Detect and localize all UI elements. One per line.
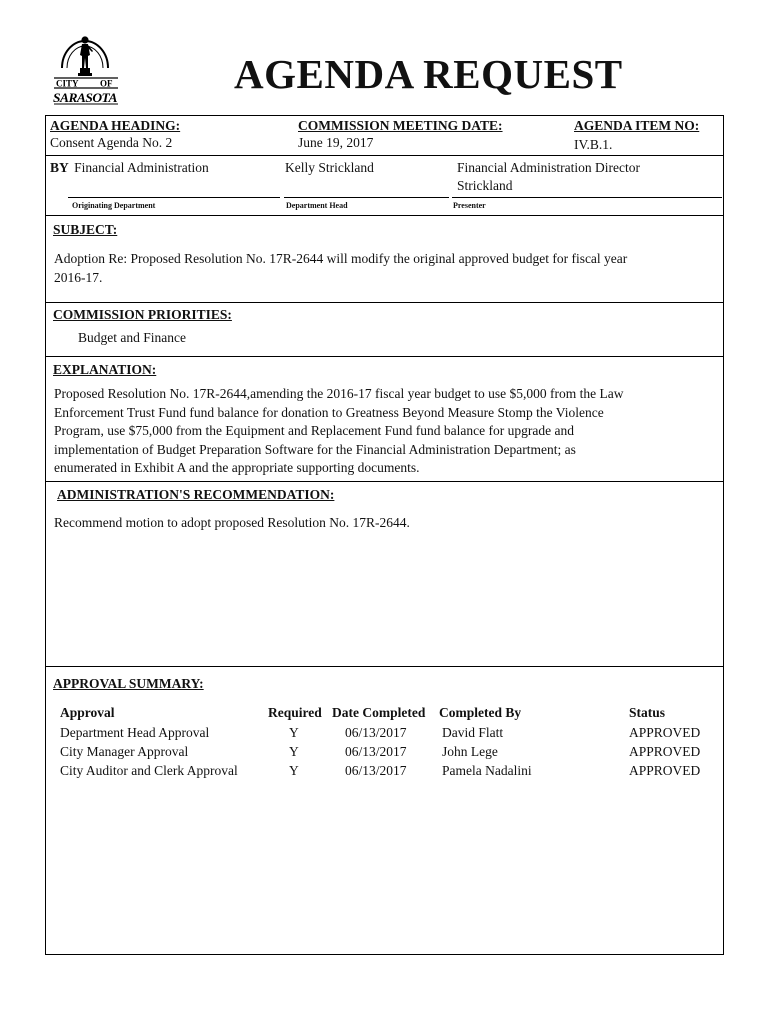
completed-by-cell: David Flatt (442, 725, 504, 740)
table-row (0, 725, 770, 744)
commission-priorities-label: COMMISSION PRIORITIES: (53, 307, 232, 322)
approval-table-header (0, 705, 770, 724)
subject-line: 2016-17. (54, 269, 103, 285)
approval-summary-label: APPROVAL SUMMARY: (53, 676, 204, 691)
signature-line-head (284, 197, 449, 198)
divider (46, 481, 723, 482)
date-cell: 06/13/2017 (345, 725, 407, 740)
department-head-value: Kelly Strickland (285, 160, 374, 175)
table-row (0, 763, 770, 782)
required-cell: Y (289, 763, 299, 778)
agenda-item-no-label: AGENDA ITEM NO: (574, 118, 700, 133)
column-header-status: Status (629, 705, 666, 720)
commission-priorities-value: Budget and Finance (78, 330, 186, 345)
page-title: AGENDA REQUEST (234, 51, 623, 97)
agenda-item-no-value: IV.B.1. (574, 137, 613, 152)
caption-department-head: Department Head (286, 201, 348, 210)
divider (46, 155, 723, 156)
presenter-value-line1: Financial Administration Director (457, 160, 640, 175)
svg-text:OF: OF (100, 78, 113, 89)
explanation-line: implementation of Budget Preparation Software for the Financial Administration Department; as (54, 441, 576, 457)
status-cell: APPROVED (629, 744, 701, 759)
required-cell: Y (289, 744, 299, 759)
completed-by-cell: Pamela Nadalini (442, 763, 532, 778)
david-statue-seal-icon (48, 22, 122, 106)
svg-text:CITY: CITY (56, 78, 79, 89)
status-cell: APPROVED (629, 763, 701, 778)
meeting-date-label: COMMISSION MEETING DATE: (298, 118, 503, 133)
column-header-approval: Approval (60, 705, 115, 720)
by-label: BY (50, 160, 69, 175)
agenda-heading-label: AGENDA HEADING: (50, 118, 181, 133)
column-header-required: Required (268, 705, 322, 720)
explanation-line: Program, use $75,000 from the Equipment and Replacement Fund fund balance for upgrade and (54, 423, 574, 438)
approval-cell: City Manager Approval (60, 744, 189, 759)
column-header-date-completed: Date Completed (332, 705, 426, 720)
presenter-value-line2: Strickland (457, 178, 513, 193)
approval-cell: City Auditor and Clerk Approval (60, 763, 238, 778)
subject-label: SUBJECT: (53, 222, 118, 237)
subject-text (54, 250, 700, 287)
column-header-completed-by: Completed By (439, 705, 522, 720)
table-row (0, 744, 770, 763)
signature-line-department (68, 197, 280, 198)
subject-line: Adoption Re: Proposed Resolution No. 17R-2644 will modify the original approved budget for fiscal year (54, 251, 628, 266)
status-cell: APPROVED (629, 725, 701, 740)
recommendation-label: ADMINISTRATION'S RECOMMENDATION: (57, 487, 335, 502)
explanation-line: enumerated in Exhibit A and the appropriate supporting documents. (54, 460, 420, 475)
divider (46, 215, 723, 216)
form-frame (45, 115, 724, 955)
explanation-line: Proposed Resolution No. 17R-2644,amending the 2016-17 fiscal year budget to use $5,000 from the Law (54, 386, 624, 401)
explanation-line: Enforcement Trust Fund fund balance for donation to Greatness Beyond Measure Stomp the Violence (54, 404, 604, 420)
originating-department-value: Financial Administration (74, 160, 209, 175)
divider (46, 666, 723, 667)
meeting-date-value: June 19, 2017 (298, 135, 374, 150)
caption-originating-department: Originating Department (72, 201, 156, 210)
date-cell: 06/13/2017 (345, 763, 407, 778)
signature-line-presenter (452, 197, 722, 198)
divider (46, 302, 723, 303)
by-row (50, 160, 209, 176)
caption-presenter: Presenter (453, 201, 486, 210)
required-cell: Y (289, 725, 299, 740)
city-of-sarasota-logo (48, 22, 122, 106)
explanation-text (54, 385, 700, 478)
divider (46, 356, 723, 357)
date-cell: 06/13/2017 (345, 744, 407, 759)
approval-cell: Department Head Approval (60, 725, 210, 740)
explanation-label: EXPLANATION: (53, 362, 157, 377)
svg-text:SARASOTA: SARASOTA (53, 90, 118, 105)
recommendation-value: Recommend motion to adopt proposed Resolution No. 17R-2644. (54, 515, 410, 530)
agenda-heading-value: Consent Agenda No. 2 (50, 135, 173, 150)
completed-by-cell: John Lege (442, 744, 498, 759)
